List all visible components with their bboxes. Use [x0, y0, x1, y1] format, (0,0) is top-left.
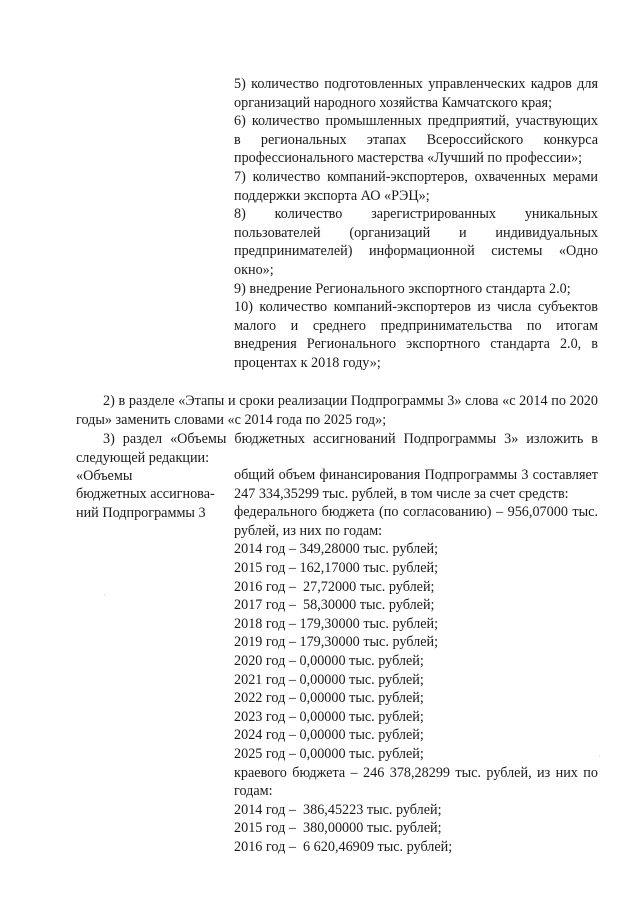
- amendment-paragraph-3: 3) раздел «Объемы бюджетных ассигнований Подпрограммы 3» изложить в следующей редакции:: [76, 431, 598, 466]
- financing-total: общий объем финансирования Подпрограммы 3 составляет 247 334,35299 тыс. рублей, в том числе за счет средств:: [234, 467, 598, 502]
- regional-year-line: 2016 год – 6 620,46909 тыс. рублей;: [234, 838, 453, 855]
- scan-speck: ·: [598, 751, 601, 761]
- table-left-line: бюджетных ассигнова-: [76, 486, 215, 503]
- list-item: 10) количество компаний-экспортеров из числа субъектов малого и среднего предпринимательства по итогам внедрения Регионального экспортного стандарта 2.0, в процентах к 2018 году»;: [234, 299, 598, 371]
- federal-year-line: 2023 год – 0,00000 тыс. рублей;: [234, 708, 424, 725]
- federal-year-line: 2025 год – 0,00000 тыс. рублей;: [234, 745, 424, 762]
- list-item: 7) количество компаний-экспортеров, охваченных мерами поддержки экспорта АО «РЭЦ»;: [234, 168, 598, 204]
- regional-budget-label: краевого бюджета – 246 378,28299 тыс. рублей, из них по годам:: [234, 764, 598, 800]
- table-left-cell: [76, 467, 226, 522]
- federal-year-line: 2020 год – 0,00000 тыс. рублей;: [234, 652, 424, 669]
- federal-year-line: 2017 год – 58,30000 тыс. рублей;: [234, 597, 435, 614]
- list-item: 8) количество зарегистрированных уникальных пользователей (организаций и индивидуальных предпринимателей) информационной системы «Одно окно»;: [234, 206, 598, 278]
- federal-year-line: 2021 год – 0,00000 тыс. рублей;: [234, 671, 424, 688]
- federal-year-line: 2019 год – 179,30000 тыс. рублей;: [234, 634, 439, 651]
- indicator-list: [234, 75, 598, 373]
- table-left-line: «Объемы: [76, 468, 133, 484]
- list-item: 5) количество подготовленных управленческих кадров для организаций народного хозяйства Камчатского края;: [234, 76, 598, 111]
- federal-year-line: 2018 год – 179,30000 тыс. рублей;: [234, 615, 439, 632]
- table-right-cell: [234, 466, 598, 856]
- regional-year-line: 2015 год – 380,00000 тыс. рублей;: [234, 820, 442, 837]
- amendment-paragraph-2: 2) в разделе «Этапы и сроки реализации Подпрограммы 3» слова «с 2014 по 2020 годы» заменить словами «с 2014 года по 2025 год»;: [76, 393, 598, 428]
- federal-year-line: 2016 год – 27,72000 тыс. рублей;: [234, 578, 435, 595]
- federal-year-line: 2015 год – 162,17000 тыс. рублей;: [234, 559, 439, 576]
- federal-year-line: 2014 год – 349,28000 тыс. рублей;: [234, 541, 439, 558]
- federal-budget-label: федерального бюджета (по согласованию) – 956,07000 тыс. рублей, из них по годам:: [234, 504, 598, 539]
- scan-speck: ·: [103, 590, 106, 600]
- list-item: 6) количество промышленных предприятий, участвующих в региональных этапах Всероссийского конкурса профессионального мастерства «Лучший по профессии»;: [234, 113, 598, 167]
- federal-year-line: 2022 год – 0,00000 тыс. рублей;: [234, 690, 424, 707]
- list-item: 9) внедрение Регионального экспортного стандарта 2.0;: [234, 280, 571, 297]
- table-left-line: ний Подпрограммы 3: [76, 504, 206, 521]
- federal-year-line: 2024 год – 0,00000 тыс. рублей;: [234, 727, 424, 744]
- regional-year-line: 2014 год – 386,45223 тыс. рублей;: [234, 801, 442, 818]
